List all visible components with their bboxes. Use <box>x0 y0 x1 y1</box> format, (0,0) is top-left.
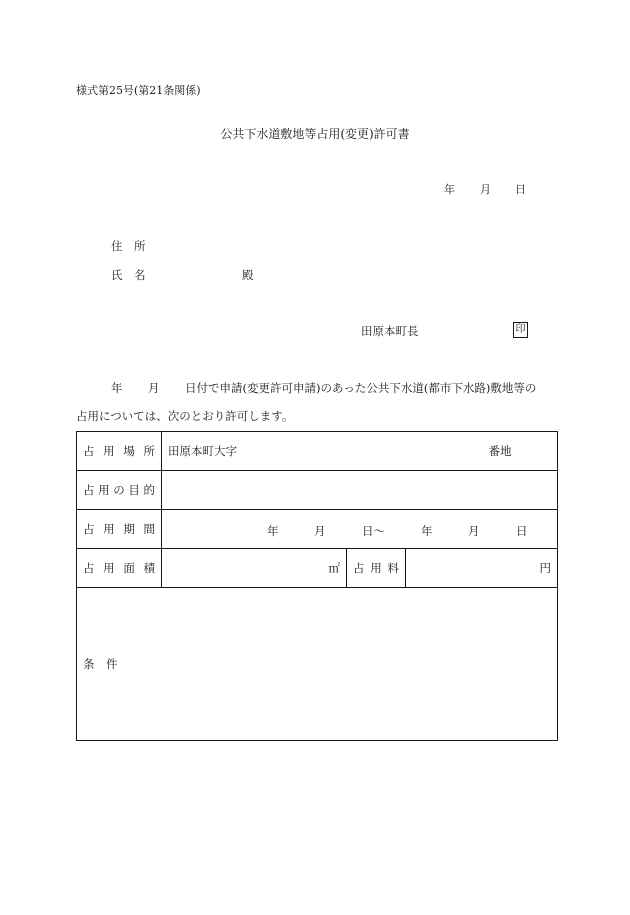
issuer-name: 田原本町長 <box>361 324 419 338</box>
purpose-label-cell <box>77 471 162 510</box>
name-label: 氏 名 <box>111 268 146 282</box>
period-to-year: 年 <box>421 524 433 538</box>
period-to-day: 日 <box>516 524 528 538</box>
date-day: 日 <box>515 183 526 196</box>
period-label-cell <box>77 510 162 549</box>
period-label: 占 用 期 間 <box>83 522 155 536</box>
seal-box: 印 <box>513 322 528 338</box>
conditions-label: 条 件 <box>83 657 118 671</box>
location-value-cell <box>162 432 558 471</box>
period-from-month: 月 <box>314 524 326 538</box>
fee-unit: 円 <box>539 561 552 575</box>
fee-value-cell <box>406 549 558 588</box>
body-line1-text: 日付で申請(変更許可申請)のあった公共下水道(都市下水路)敷地等の <box>185 381 537 395</box>
period-to-month: 月 <box>468 524 480 538</box>
location-suffix: 番地 <box>488 444 512 458</box>
permit-table <box>76 431 558 741</box>
row-location <box>77 432 558 471</box>
document-title: 公共下水道敷地等占用(変更)許可書 <box>220 127 410 141</box>
area-label: 占 用 面 積 <box>83 561 155 575</box>
row-conditions <box>77 588 558 741</box>
period-from-year: 年 <box>267 524 279 538</box>
fee-label: 占 用 料 <box>353 561 399 575</box>
date-year: 年 <box>444 183 455 196</box>
fee-label-cell <box>347 549 406 588</box>
location-label: 占 用 場 所 <box>83 444 155 458</box>
body-line2-text: 占用については、次のとおり許可します。 <box>76 409 294 423</box>
body-year: 年 <box>111 381 123 395</box>
honorific: 殿 <box>242 268 254 282</box>
row-area <box>77 549 558 588</box>
row-purpose <box>77 471 558 510</box>
purpose-label: 占 用 の 目 的 <box>83 483 155 497</box>
form-number: 様式第25号(第21条関係) <box>76 84 201 97</box>
area-unit: ㎡ <box>328 561 340 575</box>
purpose-value-cell <box>162 471 558 510</box>
conditions-cell <box>77 588 558 741</box>
body-month: 月 <box>148 381 160 395</box>
location-value: 田原本町大字 <box>168 444 237 458</box>
period-from-day: 日〜 <box>362 524 385 538</box>
address-label: 住 所 <box>111 239 146 253</box>
location-label-cell <box>77 432 162 471</box>
area-label-cell <box>77 549 162 588</box>
area-value-cell <box>162 549 347 588</box>
date-month: 月 <box>480 183 491 196</box>
period-value-cell <box>162 510 558 549</box>
row-period <box>77 510 558 549</box>
